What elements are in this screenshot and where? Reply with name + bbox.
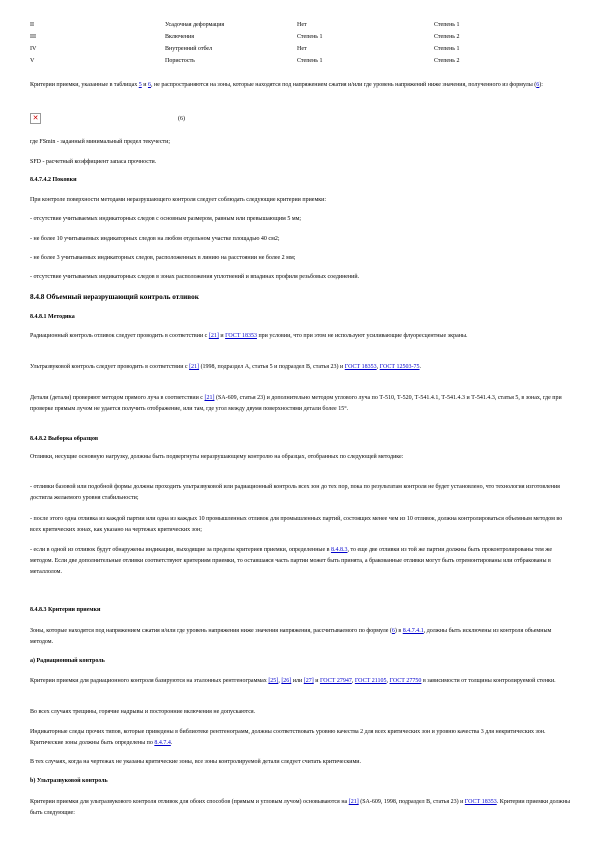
- link-table-5[interactable]: 5: [138, 82, 142, 88]
- table-row: [30, 19, 570, 31]
- list-item: - не более 10 учитываемых индикаторных следов на любом отдельном участке площадью 40 см2;: [30, 236, 280, 242]
- table-cell: IV: [30, 46, 37, 52]
- list-item: - отсутствие учитываемых индикаторных следов в зонах расположения уплотнений и впадинах профиля резьбовых соединений.: [30, 274, 360, 280]
- link-ref-21[interactable]: [21]: [204, 395, 215, 401]
- link-gost-21105[interactable]: ГОСТ 21105: [354, 678, 387, 684]
- paragraph: При контроле поверхности методами неразрушающего контроля следует соблюдать следующие критерии приемки:: [30, 197, 327, 203]
- link-gost-27947[interactable]: ГОСТ 27947: [319, 678, 352, 684]
- table-cell: Внутренний отбел: [165, 46, 213, 52]
- table-cell: Нет: [297, 22, 307, 28]
- table-cell: Нет: [297, 46, 307, 52]
- link-section-8-4-8-3[interactable]: 8.4.8.3: [330, 547, 348, 553]
- section-heading: 8.4.8.3 Критерии приемки: [30, 607, 101, 613]
- section-heading: 8.4.8 Объемный неразрушающий контроль отливок: [30, 293, 199, 301]
- section-heading: b) Ультразвуковой контроль: [30, 778, 108, 784]
- link-ref-21[interactable]: [21]: [208, 333, 219, 339]
- paragraph: Детали (детали) проверяют методом прямого луча в соответствии с [21] (SA-609, статья 23) и дополнительно методом углового луча по Т-510, Т-520, Т-541.4.1, Т-541.4.3 и Т-541.4.3, статья 5, в зонах, где при проверке прямым лучом не удается получить отображение, или там, где угол между двумя поверхностями детали более 15°.: [30, 395, 562, 412]
- section-heading: 8.4.7.4.2 Поковки: [30, 177, 77, 183]
- table-cell: Степень 1: [297, 58, 323, 64]
- section-heading: a) Радиационный контроль: [30, 658, 105, 664]
- table-row: [30, 31, 570, 43]
- link-ref-26[interactable]: [26]: [281, 678, 292, 684]
- link-formula-6[interactable]: 6: [536, 82, 540, 88]
- table-row: [30, 55, 570, 67]
- paragraph: где FSmin - заданный минимальный предел текучести;: [30, 139, 170, 145]
- table-cell: Степень 1: [434, 46, 460, 52]
- paragraph: Критерии приемки для радиационного контроля базируются на эталонных рентгенограммах [25], [26] или [27] и ГОСТ 27947, ГОСТ 21105, ГОСТ 27750 в зависимости от толщины контролируемой стенки.: [30, 678, 556, 684]
- equation-number: (6): [178, 116, 185, 122]
- list-item: - не более 3 учитываемых индикаторных следов, расположенных в линию на расстоянии не более 2 мм;: [30, 255, 296, 261]
- paragraph: Радиационный контроль отливок следует проводить в соответствии с [21] и ГОСТ 18353 при условии, что при этом не используют усиливающие флуоресцентные экраны.: [30, 333, 468, 339]
- table-cell: Степень 1: [434, 22, 460, 28]
- paragraph: Критерии приемки для ультразвукового контроля отливок для обоих способов (прямым и угловым лучом) основываются на [21] (SA-609, 1998, подраздел В, статья 23) и ГОСТ 18353. Критерии приемки должны быть следующие:: [30, 799, 570, 816]
- link-ref-25[interactable]: [25]: [268, 678, 279, 684]
- table-cell: V: [30, 58, 35, 64]
- table-cell: Включения: [165, 34, 195, 40]
- link-ref-21[interactable]: [21]: [189, 364, 200, 370]
- list-item: - отливки базовой или подобной формы должны проходить ультразвуковой или радиационный контроль всех зон до тех пор, пока по результатам контроля не будет установлено, что технология изготовления достигла желаемого уровня стабильности;: [30, 484, 560, 501]
- link-gost-18353[interactable]: ГОСТ 18353: [464, 799, 497, 805]
- link-formula-6[interactable]: 6: [391, 628, 395, 634]
- paragraph: SFD - расчетный коэффициент запаса прочности.: [30, 159, 157, 165]
- section-heading: 8.4.8.2 Выборка образцов: [30, 436, 99, 442]
- link-section-8-4-7-4[interactable]: 8.4.7.4: [154, 740, 171, 746]
- list-item: - после этого одна отливка из каждой партии или одна из каждых 10 промышленных отливок для промышленных партий, состоящих менее чем из 10 отливок, должна контролироваться объемным методом во всех критических зонах, как указано на чертежах критических зон;: [30, 516, 563, 533]
- section-heading: 8.4.8.1 Методика: [30, 314, 75, 320]
- link-gost-12503[interactable]: ГОСТ 12503-75: [379, 364, 420, 370]
- link-section-8-4-7-4-1[interactable]: 8.4.7.4.1: [402, 628, 424, 634]
- link-ref-27[interactable]: [27]: [303, 678, 314, 684]
- table-cell: II: [30, 22, 34, 28]
- defects-table: [30, 19, 570, 67]
- table-cell: Степень 2: [434, 58, 460, 64]
- paragraph: В тех случаях, когда на чертежах не указаны критические зоны, все зоны контролируемой детали следует считать критическими.: [30, 759, 361, 765]
- table-cell: Пористость: [165, 58, 195, 64]
- table-cell: Усадочная деформация: [165, 22, 225, 28]
- table-cell: III: [30, 34, 36, 40]
- link-ref-21[interactable]: [21]: [348, 799, 359, 805]
- paragraph: Ультразвуковой контроль следует проводить в соответствии с [21] (1998, подраздел А, статья 5 и подраздел В, статья 23) и ГОСТ 18353, ГОСТ 12503-75.: [30, 364, 422, 370]
- paragraph: Зоны, которые находятся под напряжением сжатия и/или где уровень напряжения ниже значения напряжения, рассчитываемого по формуле (6) в 8.4.7.4.1, должны быть исключены из контроля объемным методом.: [30, 628, 552, 645]
- paragraph: Критерии приемки, указанные в таблицах 5 и 6, не распространяются на зоны, которые находятся под напряжением сжатия и/или где уровень напряжений ниже значения, полученного из формулы (6):: [30, 82, 543, 88]
- link-gost-27750[interactable]: ГОСТ 27750: [389, 678, 422, 684]
- paragraph: Во всех случаях трещины, горячие надрывы и посторонние включения не допускаются.: [30, 709, 256, 715]
- paragraph: Индикаторные следы прочих типов, которые приведены в библиотеке рентгенограмм, должны соответствовать уровню качества 2 для всех критических зон и уровню качества 3 для некритических зон. Критические зоны должны быть определены по 8.4.7.4.: [30, 729, 546, 746]
- link-gost-18353[interactable]: ГОСТ 18353: [225, 333, 257, 339]
- table-row: [30, 43, 570, 55]
- link-gost-18353[interactable]: ГОСТ 18353: [344, 364, 377, 370]
- table-cell: Степень 2: [434, 34, 460, 40]
- link-table-6[interactable]: 6: [147, 82, 151, 88]
- table-cell: Степень 1: [297, 34, 323, 40]
- paragraph: Отливки, несущие основную нагрузку, должны быть подвергнуты неразрушающему контролю на образцах, отобранных по следующей методике:: [30, 454, 404, 460]
- broken-image-icon: ✕: [30, 113, 41, 124]
- list-item: - отсутствие учитываемых индикаторных следов с основным размером, равным или превышающим 5 мм;: [30, 216, 302, 222]
- list-item: - если в одной из отливок будут обнаружены индикации, выходящие за пределы критериев приемки, определенные в 8.4.8.3, то еще две отливки из той же партии должны быть проконтролированы тем же методом. Если две дополнительные отливки соответствуют критериям приемки, то оставшаяся часть партии может быть принята, а бракованные отливки могут быть отремонтированы или отбракованы в металлолом.: [30, 547, 553, 575]
